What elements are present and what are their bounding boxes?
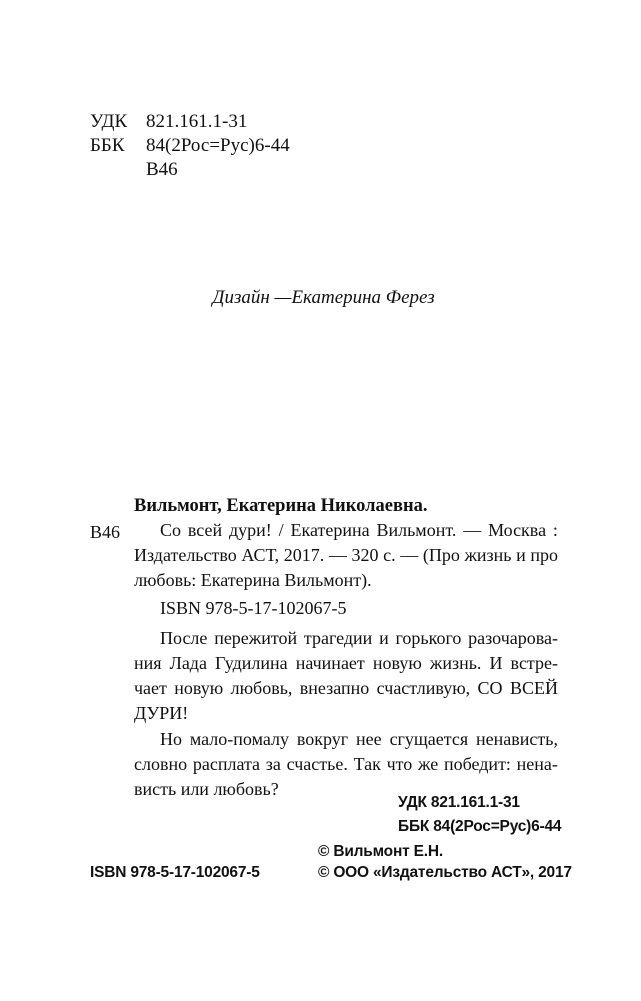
word: / <box>278 520 284 540</box>
word: Так <box>353 754 381 774</box>
word: счастливую, <box>376 678 471 698</box>
udk-label: УДК <box>90 111 128 132</box>
annotation-paragraph-1 <box>134 626 558 726</box>
word: разочарова- <box>468 628 558 648</box>
word: сгущается <box>389 729 469 749</box>
isbn-card: ISBN 978-5-17-102067-5 <box>160 598 347 618</box>
udk-bottom: УДК 821.161.1-31 <box>398 794 520 811</box>
word: словно <box>134 754 188 774</box>
word: же <box>418 754 439 774</box>
bibliographic-description <box>160 518 558 543</box>
word: чает <box>134 678 167 698</box>
word: счастье. <box>286 754 348 774</box>
isbn-footer: ISBN 978-5-17-102067-5 <box>90 864 260 881</box>
word: ВСЕЙ <box>509 678 558 698</box>
word: СО <box>477 678 503 698</box>
word: Лада <box>169 653 207 673</box>
word: и <box>379 628 389 648</box>
word: ненависть, <box>476 729 558 749</box>
annotation-paragraph-2 <box>134 727 558 802</box>
bbk-label: ББК <box>90 135 125 156</box>
word: нее <box>356 729 382 749</box>
author-heading: Вильмонт, Екатерина Николаевна. <box>134 496 428 516</box>
word: нена- <box>516 754 558 774</box>
word: : <box>552 520 558 540</box>
word: любовь, <box>230 678 293 698</box>
copyright-publisher: © ООО «Издательство АСТ», 2017 <box>318 864 572 881</box>
word: всей <box>187 520 223 540</box>
word: пережитой <box>214 628 298 648</box>
word: Издательство <box>134 545 237 565</box>
word: Со <box>160 520 182 540</box>
word: мало-помалу <box>189 729 289 749</box>
word: 320 <box>351 545 379 565</box>
word: После <box>160 628 208 648</box>
annotation-line <box>134 626 558 651</box>
word: вокруг <box>296 729 349 749</box>
description-line-2 <box>134 543 558 568</box>
bbk-value: 84(2Рос=Рус)6-44 <box>146 135 290 156</box>
udk-value: 821.161.1-31 <box>146 111 248 132</box>
word: Москва <box>488 520 547 540</box>
word: начинает <box>295 653 365 673</box>
word: внезапно <box>299 678 370 698</box>
annotation-line: ДУРИ! <box>134 703 189 723</box>
copyright-author: © Вильмонт Е.Н. <box>318 843 443 860</box>
word: горького <box>395 628 462 648</box>
word: — <box>463 520 482 540</box>
word: Гудилина <box>215 653 288 673</box>
word: с. <box>383 545 396 565</box>
annotation-line <box>134 676 558 701</box>
word: про <box>530 545 558 565</box>
word: ния <box>134 653 162 673</box>
word: — <box>328 545 347 565</box>
description-block <box>134 543 558 593</box>
word: что <box>386 754 413 774</box>
word: жизнь. <box>429 653 482 673</box>
word: победит: <box>443 754 511 774</box>
annotation-line <box>134 752 558 777</box>
description-line-3: любовь: Екатерина Вильмонт). <box>134 570 372 590</box>
author-mark-card: В46 <box>90 522 121 542</box>
word: дури! <box>228 520 272 540</box>
word: за <box>265 754 281 774</box>
word: — <box>400 545 419 565</box>
description-line-1 <box>160 518 558 543</box>
word: расплата <box>192 754 261 774</box>
word: новую <box>174 678 224 698</box>
annotation-line <box>134 727 558 752</box>
word: (Про <box>422 545 460 565</box>
author-mark-top: В46 <box>146 159 178 180</box>
design-credit: Дизайн —Екатерина Ферез <box>212 287 435 308</box>
annotation-line: висть или любовь? <box>134 779 279 799</box>
word: встре- <box>510 653 558 673</box>
word: трагедии <box>303 628 373 648</box>
annotation-line <box>134 651 558 676</box>
bbk-bottom: ББК 84(2Рос=Рус)6-44 <box>398 818 562 835</box>
word: новую <box>372 653 422 673</box>
word: жизнь <box>464 545 512 565</box>
word: Вильмонт. <box>376 520 457 540</box>
word: АСТ, <box>241 545 280 565</box>
word: Но <box>160 729 182 749</box>
word: И <box>489 653 503 673</box>
word: 2017. <box>283 545 325 565</box>
word: и <box>516 545 526 565</box>
word: Екатерина <box>290 520 370 540</box>
